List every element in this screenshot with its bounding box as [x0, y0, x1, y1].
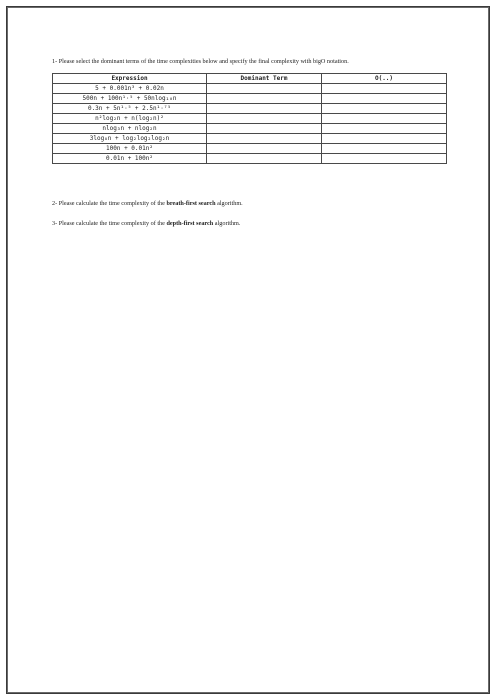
table-row: [53, 104, 447, 114]
bigo-cell[interactable]: [322, 144, 447, 154]
expression-cell: 5 + 0.001n³ + 0.02n: [53, 84, 207, 94]
dominant-term-cell[interactable]: [207, 94, 322, 104]
dominant-term-cell[interactable]: [207, 124, 322, 134]
table-row: [53, 134, 447, 144]
dominant-term-cell[interactable]: [207, 114, 322, 124]
bigo-cell[interactable]: [322, 104, 447, 114]
bigo-cell[interactable]: [322, 154, 447, 164]
question-1: 1- Please select the dominant terms of the time complexities below and specify the final complexity with bigO notation.: [52, 58, 349, 65]
header-expression: Expression: [53, 74, 207, 84]
dominant-term-cell[interactable]: [207, 104, 322, 114]
expression-cell: 0.01n + 100n²: [53, 154, 207, 164]
question-3: [52, 220, 240, 227]
question-2: [52, 200, 243, 207]
expression-cell: 3log₈n + log₂log₂log₂n: [53, 134, 207, 144]
dominant-term-cell[interactable]: [207, 154, 322, 164]
dominant-term-cell[interactable]: [207, 144, 322, 154]
expression-cell: 100n + 0.01n²: [53, 144, 207, 154]
header-bigo: O(..): [322, 74, 447, 84]
table-row: [53, 114, 447, 124]
table-header-row: [53, 74, 447, 84]
question-3-suffix: algorithm.: [213, 220, 241, 227]
bigo-cell[interactable]: [322, 124, 447, 134]
expression-cell: 0.3n + 5n¹·⁵ + 2.5n¹·⁷⁵: [53, 104, 207, 114]
question-3-bold: depth-first search: [166, 220, 214, 227]
table-row: [53, 84, 447, 94]
dominant-term-cell[interactable]: [207, 84, 322, 94]
question-2-suffix: algorithm.: [215, 200, 243, 207]
expression-cell: 500n + 100n¹·⁵ + 50nlog₁₀n: [53, 94, 207, 104]
expression-cell: n²log₂n + n(log₂n)²: [53, 114, 207, 124]
document-page: [6, 6, 490, 694]
question-3-prefix: 3- Please calculate the time complexity of the: [52, 220, 167, 227]
complexity-table: [52, 73, 447, 164]
table-row: [53, 124, 447, 134]
bigo-cell[interactable]: [322, 94, 447, 104]
dominant-term-cell[interactable]: [207, 134, 322, 144]
table-row: [53, 144, 447, 154]
question-2-bold: breath-first search: [166, 200, 216, 207]
table-row: [53, 154, 447, 164]
expression-cell: nlog₃n + nlog₂n: [53, 124, 207, 134]
table-row: [53, 94, 447, 104]
bigo-cell[interactable]: [322, 134, 447, 144]
bigo-cell[interactable]: [322, 114, 447, 124]
header-dominant-term: Dominant Term: [207, 74, 322, 84]
bigo-cell[interactable]: [322, 84, 447, 94]
question-2-prefix: 2- Please calculate the time complexity of the: [52, 200, 167, 207]
